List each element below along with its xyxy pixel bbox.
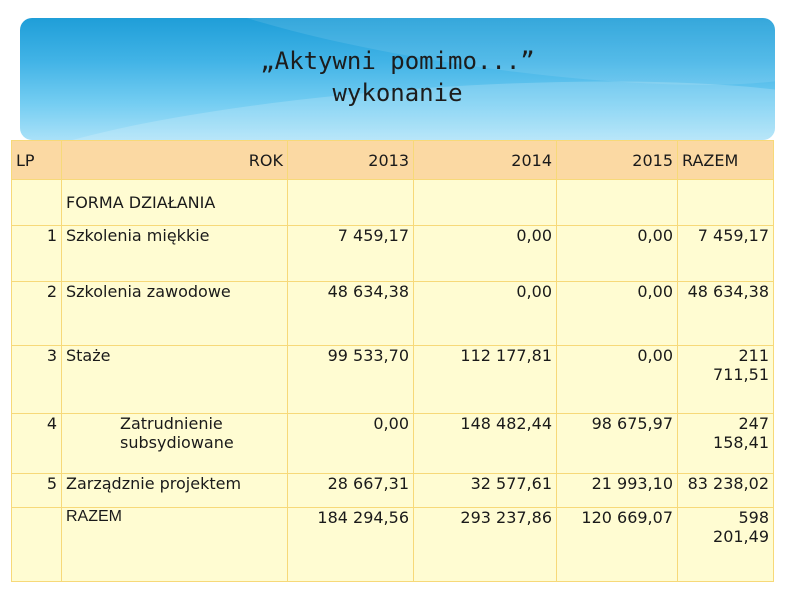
row-name: Szkolenia miękkie — [62, 226, 288, 282]
total-2015: 120 669,07 — [557, 508, 678, 582]
row-2014: 32 577,61 — [414, 474, 557, 508]
row-2013: 99 533,70 — [288, 346, 414, 414]
row-razem: 247 158,41 — [678, 414, 774, 474]
forma-cell-2014 — [414, 180, 557, 226]
row-lp: 3 — [12, 346, 62, 414]
row-razem: 7 459,17 — [678, 226, 774, 282]
row-2013: 48 634,38 — [288, 282, 414, 346]
row-razem: 211 711,51 — [678, 346, 774, 414]
total-2013: 184 294,56 — [288, 508, 414, 582]
table-row — [12, 226, 774, 282]
row-name — [62, 414, 288, 474]
row-razem: 83 238,02 — [678, 474, 774, 508]
row-2014: 0,00 — [414, 226, 557, 282]
forma-cell-razem — [678, 180, 774, 226]
row-2015: 0,00 — [557, 282, 678, 346]
row-name: Szkolenia zawodowe — [62, 282, 288, 346]
header-2013: 2013 — [288, 141, 414, 180]
row-name-text: Zatrudnienie subsydiowane — [120, 414, 234, 452]
total-row — [12, 508, 774, 582]
forma-row — [12, 180, 774, 226]
row-lp: 4 — [12, 414, 62, 474]
row-2015: 0,00 — [557, 346, 678, 414]
row-2015: 21 993,10 — [557, 474, 678, 508]
row-2013: 28 667,31 — [288, 474, 414, 508]
row-name: Zarządznie projektem — [62, 474, 288, 508]
row-2014: 148 482,44 — [414, 414, 557, 474]
forma-lp-cell — [12, 180, 62, 226]
title-line-2: wykonanie — [332, 79, 463, 107]
forma-cell-2015 — [557, 180, 678, 226]
total-label: RAZEM — [62, 508, 288, 582]
header-row — [12, 141, 774, 180]
row-name: Staże — [62, 346, 288, 414]
header-rok: ROK — [62, 141, 288, 180]
total-lp-cell — [12, 508, 62, 582]
row-2013: 7 459,17 — [288, 226, 414, 282]
header-razem: RAZEM — [678, 141, 774, 180]
row-2013: 0,00 — [288, 414, 414, 474]
total-razem: 598 201,49 — [678, 508, 774, 582]
forma-label: FORMA DZIAŁANIA — [62, 180, 288, 226]
slide-title — [20, 45, 775, 109]
header-2014: 2014 — [414, 141, 557, 180]
row-2014: 112 177,81 — [414, 346, 557, 414]
header-2015: 2015 — [557, 141, 678, 180]
title-line-1: „Aktywni pomimo...” — [260, 47, 535, 75]
row-2014: 0,00 — [414, 282, 557, 346]
row-lp: 2 — [12, 282, 62, 346]
table-row — [12, 282, 774, 346]
table-row — [12, 474, 774, 508]
forma-cell-2013 — [288, 180, 414, 226]
header-lp: LP — [12, 141, 62, 180]
row-lp: 1 — [12, 226, 62, 282]
results-table — [11, 140, 774, 582]
row-lp: 5 — [12, 474, 62, 508]
row-2015: 98 675,97 — [557, 414, 678, 474]
row-2015: 0,00 — [557, 226, 678, 282]
total-2014: 293 237,86 — [414, 508, 557, 582]
row-razem: 48 634,38 — [678, 282, 774, 346]
table-row — [12, 346, 774, 414]
table-row — [12, 414, 774, 474]
title-banner — [20, 18, 775, 140]
